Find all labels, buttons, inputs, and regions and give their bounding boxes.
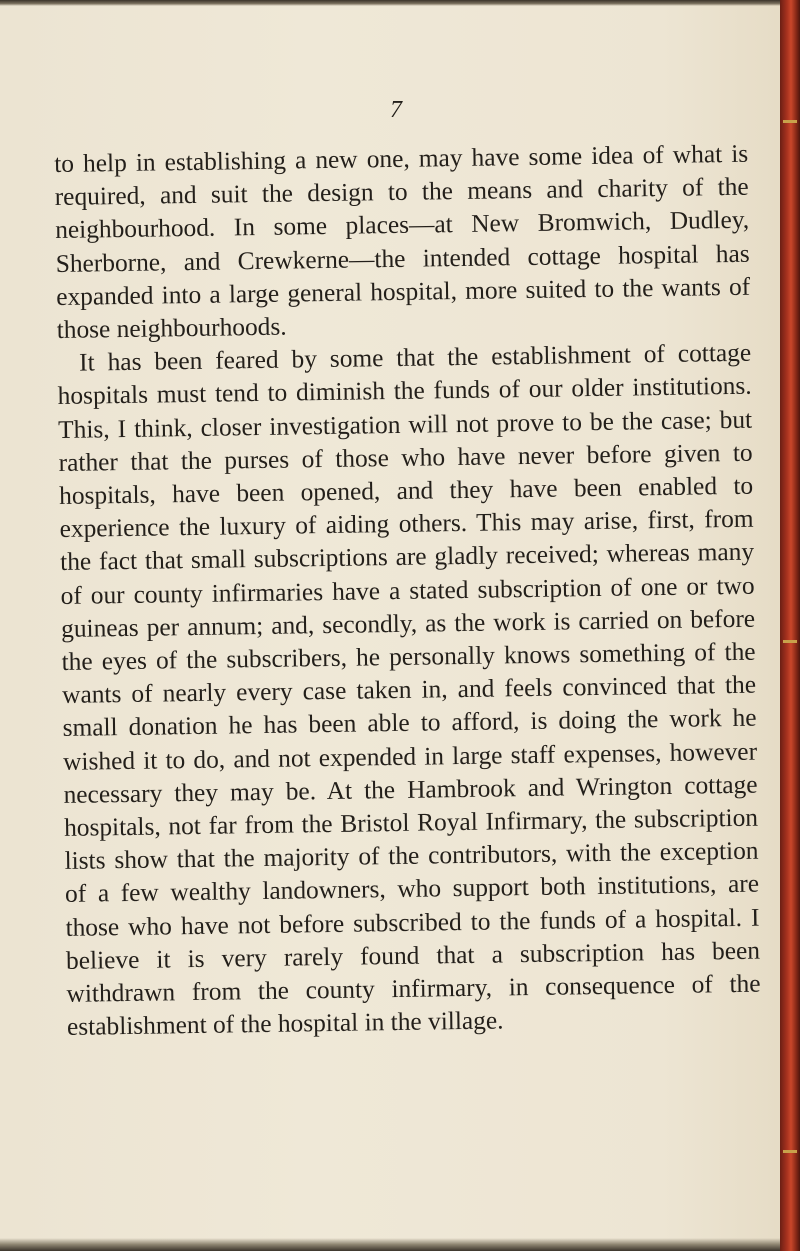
spine-gold-band xyxy=(783,120,797,123)
spine-gold-band xyxy=(783,1150,797,1153)
page-number: 7 xyxy=(390,97,402,123)
body-text xyxy=(54,138,761,1045)
page-top-edge xyxy=(0,0,780,6)
book-spine xyxy=(780,0,800,1251)
page-bottom-edge xyxy=(0,1238,780,1251)
paragraph-1: to help in establishing a new one, may have some idea of what is required, and suit the design to the means and charity of the neighbourhood. In some places—at New Bromwich, Dudley, Sherborne, and Crewkerne—the intended cottage hospital has expanded into a large general hospital, more suited to the wants of those neighbourhoods. xyxy=(54,139,751,344)
spine-gold-band xyxy=(783,640,797,643)
paragraph-2: It has been feared by some that the establishment of cottage hospitals must tend to diminish the funds of our older institutions. This, I think, closer investigation will not prove to be the case; but rather that the purses of those who have never before given to hospitals, have been opened, and they have been enabled to experience the luxury of aiding others. This may arise, first, from the fact that small subscriptions are gladly received; whereas many of our county infirmaries have a stated subscription of one or two guineas per annum; and, secondly, as the work is carried on before the eyes of the subscribers, he personally knows something of the wants of nearly every case taken in, and feels convinced that the small donation he has been able to afford, is doing the work he wished it to do, and not expended in large staff expenses, however necessary they may be. At the Hambrook and Wrington cottage hospitals, not far from the Bristol Royal Infirmary, the subscription lists show that the majority of the contributors, with the exception of a few wealthy landowners, who support both institutions, are those who have not before subscribed to the funds of a hospital. I believe it is very rarely found that a subscription has been withdrawn from the county infirmary, in consequence of the establishment of the hospital in the village. xyxy=(57,338,761,1042)
